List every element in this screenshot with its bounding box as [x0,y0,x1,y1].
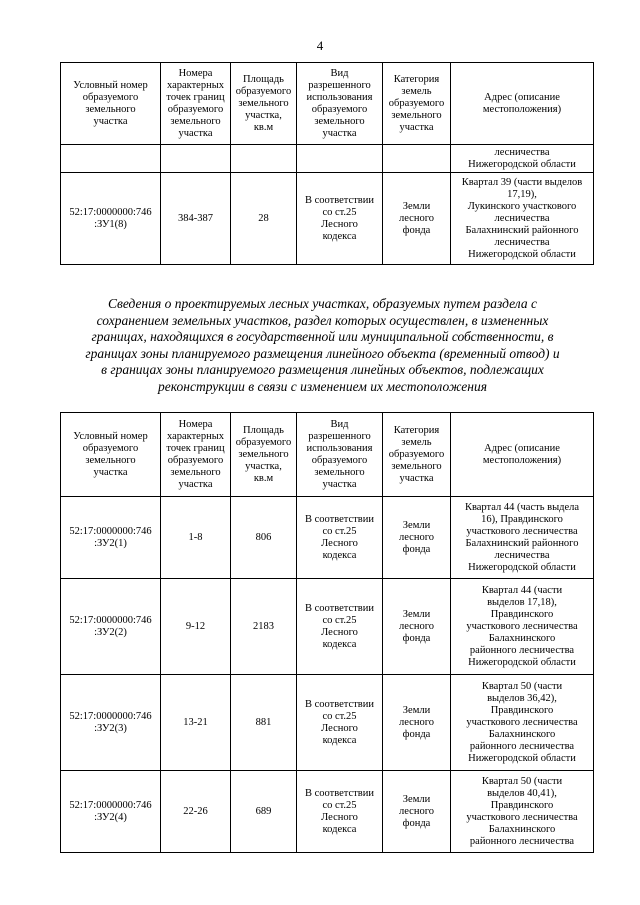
land-plots-table-1 [60,62,594,265]
heading-line: Сведения о проектируемых лесных участках, образуемых путем раздела с [108,296,537,311]
section-heading [70,296,575,395]
address-cell [451,675,594,771]
table-cell [61,145,161,173]
points-cell: 22-26 [161,771,231,853]
cell-text-line: образуемого [82,91,139,103]
cell-text-line: лесного [399,716,434,728]
cell-text-line: :ЗУ2(2) [94,626,127,638]
cell-text-line: участкового лесничества [466,811,578,823]
cell-text-line: Земли [402,608,431,620]
cell-text-line: кодекса [322,734,357,746]
header-cell [451,413,594,497]
table-header-row [61,63,594,145]
table-header-row [61,413,594,497]
cell-text-line: местоположения) [482,103,562,115]
cell-text-line: кодекса [322,549,357,561]
points-cell: 9-12 [161,579,231,675]
cell-text-line: Адрес (описание [484,442,560,454]
plot-id-cell [61,771,161,853]
cell-text-line: В соответствии [305,194,374,206]
plot-id-cell [61,675,161,771]
plot-id-cell [61,579,161,675]
cell-text-line: 52:17:0000000:746 [69,710,152,722]
cell-text-line: со ст.25 [322,710,357,722]
header-cell [161,63,231,145]
cell-text-line: земель [401,436,432,448]
cell-text-line: участка, [245,109,282,121]
header-cell [61,63,161,145]
cell-text-line: 16), Правдинского [481,513,563,525]
cell-text-line: кв.м [253,472,274,484]
cell-text-line: Квартал 39 (части выделов [461,176,583,188]
area-cell: 806 [231,497,297,579]
area-cell: 2183 [231,579,297,675]
cell-text-line: участка [178,478,213,490]
cell-text-line: районного лесничества [469,644,575,656]
cell-text-line: образуемого [82,442,139,454]
cell-text-line: Номера [178,418,213,430]
cell-text-line: Балахнинского [488,728,556,740]
cell-text-line: лесничества [494,212,550,224]
cell-text-line: Балахнинского [488,823,556,835]
cell-text-line: :ЗУ1(8) [94,218,127,230]
points-cell: 384-387 [161,173,231,265]
cell-text-line: лесного [399,620,434,632]
plot-id-cell [61,173,161,265]
heading-line: границах, находящихся в государственной или муниципальной собственности, в [91,329,554,344]
heading-line: в границах зоны планируемого размещения линейных объектов, подлежащих [101,362,544,377]
cell-text-line: участкового лесничества [466,716,578,728]
header-cell [383,63,451,145]
cell-text-line: Балахнинского [488,632,556,644]
cell-text-line: Квартал 44 (часть выдела [464,501,580,513]
cell-text-line: образуемого [311,103,368,115]
cell-text-line: :ЗУ2(1) [94,537,127,549]
cell-text-line: лесничества [494,236,550,248]
header-cell [297,413,383,497]
cell-text-line: Нижегородской области [468,656,576,668]
category-cell [383,579,451,675]
category-cell [383,497,451,579]
cell-text-line: участкового лесничества [466,525,578,537]
cell-text-line: кв.м [253,121,274,133]
cell-text-line: точек границ [166,442,225,454]
cell-text-line: образуемого [388,448,445,460]
cell-text-line: 52:17:0000000:746 [69,206,152,218]
cell-text-line: точек границ [166,91,225,103]
use-cell [297,771,383,853]
cell-text-line: земельного [391,109,442,121]
cell-text-line: использования [306,91,373,103]
cell-text-line: Лукинского участкового [467,200,577,212]
cell-text-line: лесного [399,212,434,224]
cell-text-line: участка [399,121,434,133]
header-cell [383,413,451,497]
header-cell [161,413,231,497]
cell-text-line: Земли [402,793,431,805]
cell-text-line: Лесного [321,626,358,638]
cell-text-line: разрешенного [308,79,371,91]
cell-text-line: местоположения) [482,454,562,466]
category-cell [383,771,451,853]
cell-text-line: разрешенного [308,430,371,442]
heading-line: сохранением земельных участков, раздел которых осуществлен, в измененных [96,312,549,328]
cell-text-line: Площадь [243,73,284,85]
category-cell [383,173,451,265]
cell-text-line: образуемого [167,103,224,115]
cell-text-line: Нижегородской области [468,752,576,764]
cell-text-line: фонда [402,728,431,740]
cell-text-line: образуемого [388,97,445,109]
cell-text-line: земельного [238,448,289,460]
table-cell [297,145,383,173]
cell-text-line: В соответствии [305,513,374,525]
cell-text-line: земельного [391,460,442,472]
use-cell [297,173,383,265]
cell-text-line: кодекса [322,638,357,650]
heading-line: границах зоны планируемого размещения линейного объекта (временный отвод) и [85,345,560,361]
table-row [61,173,594,265]
cell-text-line: земель [401,85,432,97]
cell-text-line: Лесного [321,722,358,734]
cell-text-line: земельного [314,115,365,127]
cell-text-line: фонда [402,224,431,236]
land-plots-table-2 [60,412,594,853]
cell-text-line: со ст.25 [322,614,357,626]
header-cell [451,63,594,145]
cell-text-line: Нижегородской области [468,248,576,260]
cell-text-line: участка [322,127,357,139]
area-cell: 28 [231,173,297,265]
heading-line: реконструкции в связи с изменением их местоположения [157,378,487,394]
cell-text-line: образуемого [167,454,224,466]
cell-text-line: образуемого [311,454,368,466]
cell-text-line: 17,19), [507,188,537,200]
cell-text-line: характерных [166,430,225,442]
use-cell [297,579,383,675]
cell-text-line: выделов 36,42), [487,692,557,704]
cell-text-line: Правдинского [490,799,554,811]
plot-id-cell [61,497,161,579]
cell-text-line: со ст.25 [322,799,357,811]
cell-text-line: Лесного [321,537,358,549]
cell-text-line: Земли [402,200,431,212]
cell-text-line: земельного [170,115,221,127]
header-cell [297,63,383,145]
cell-text-line: лесного [399,805,434,817]
cell-text-line: Правдинского [490,704,554,716]
cell-text-line: Квартал 50 (части [481,680,563,692]
cell-text-line: земельного [85,454,136,466]
cell-text-line: лесного [399,531,434,543]
cell-text-line: районного лесничества [469,835,575,847]
cell-text-line: :ЗУ2(3) [94,722,127,734]
cell-text-line: Правдинского [490,608,554,620]
cell-text-line: районного лесничества [469,740,575,752]
cell-text-line: Площадь [243,424,284,436]
table-cell [161,145,231,173]
cell-text-line: участка [399,472,434,484]
cell-text-line: В соответствии [305,698,374,710]
cell-text-line: Номера [178,67,213,79]
cell-text-line: характерных [166,79,225,91]
cell-text-line: земельного [170,466,221,478]
cell-text-line: Категория [393,73,440,85]
cell-text-line: Адрес (описание [484,91,560,103]
cell-text-line: участка [93,466,128,478]
cell-text-line: Вид [330,67,349,79]
cell-text-line: Лесного [321,811,358,823]
address-cell [451,771,594,853]
cell-text-line: лесничества [494,146,550,158]
use-cell [297,497,383,579]
cell-text-line: участка [322,478,357,490]
cell-text-line: кодекса [322,230,357,242]
points-cell: 13-21 [161,675,231,771]
cell-text-line: со ст.25 [322,525,357,537]
cell-text-line: Балахнинский районного [465,537,579,549]
cell-text-line: фонда [402,817,431,829]
cell-text-line: :ЗУ2(4) [94,811,127,823]
cell-text-line: фонда [402,543,431,555]
cell-text-line: кодекса [322,823,357,835]
cell-text-line: Условный номер [73,430,148,442]
cell-text-line: участка, [245,460,282,472]
address-cell [451,497,594,579]
cell-text-line: земельного [85,103,136,115]
table-row [61,675,594,771]
cell-text-line: Нижегородской области [468,561,576,573]
cell-text-line: В соответствии [305,602,374,614]
cell-text-line: использования [306,442,373,454]
cell-text-line: образуемого [235,436,292,448]
address-cell [451,145,594,173]
cell-text-line: 52:17:0000000:746 [69,614,152,626]
table-row [61,771,594,853]
page-number: 4 [316,38,324,53]
cell-text-line: Вид [330,418,349,430]
points-cell: 1-8 [161,497,231,579]
cell-text-line: В соответствии [305,787,374,799]
address-cell [451,173,594,265]
table-row [61,497,594,579]
cell-text-line: участка [178,127,213,139]
cell-text-line: Нижегородской области [468,158,576,170]
header-cell [231,413,297,497]
cell-text-line: Земли [402,519,431,531]
cell-text-line: земельного [314,466,365,478]
category-cell [383,675,451,771]
cell-text-line: 52:17:0000000:746 [69,799,152,811]
cell-text-line: образуемого [235,85,292,97]
cell-text-line: лесничества [494,549,550,561]
area-cell: 689 [231,771,297,853]
address-cell [451,579,594,675]
area-cell: 881 [231,675,297,771]
cell-text-line: участка [93,115,128,127]
cell-text-line: 52:17:0000000:746 [69,525,152,537]
cell-text-line: земельного [238,97,289,109]
cell-text-line: Балахнинский районного [465,224,579,236]
header-cell [61,413,161,497]
cell-text-line: Квартал 50 (части [481,775,563,787]
continuation-row [61,145,594,173]
cell-text-line: участкового лесничества [466,620,578,632]
use-cell [297,675,383,771]
cell-text-line: со ст.25 [322,206,357,218]
cell-text-line: Лесного [321,218,358,230]
table-cell [231,145,297,173]
cell-text-line: Категория [393,424,440,436]
cell-text-line: Земли [402,704,431,716]
cell-text-line: Квартал 44 (части [481,584,563,596]
cell-text-line: выделов 40,41), [487,787,557,799]
cell-text-line: Условный номер [73,79,148,91]
cell-text-line: выделов 17,18), [487,596,557,608]
table-row [61,579,594,675]
cell-text-line: фонда [402,632,431,644]
header-cell [231,63,297,145]
table-cell [383,145,451,173]
